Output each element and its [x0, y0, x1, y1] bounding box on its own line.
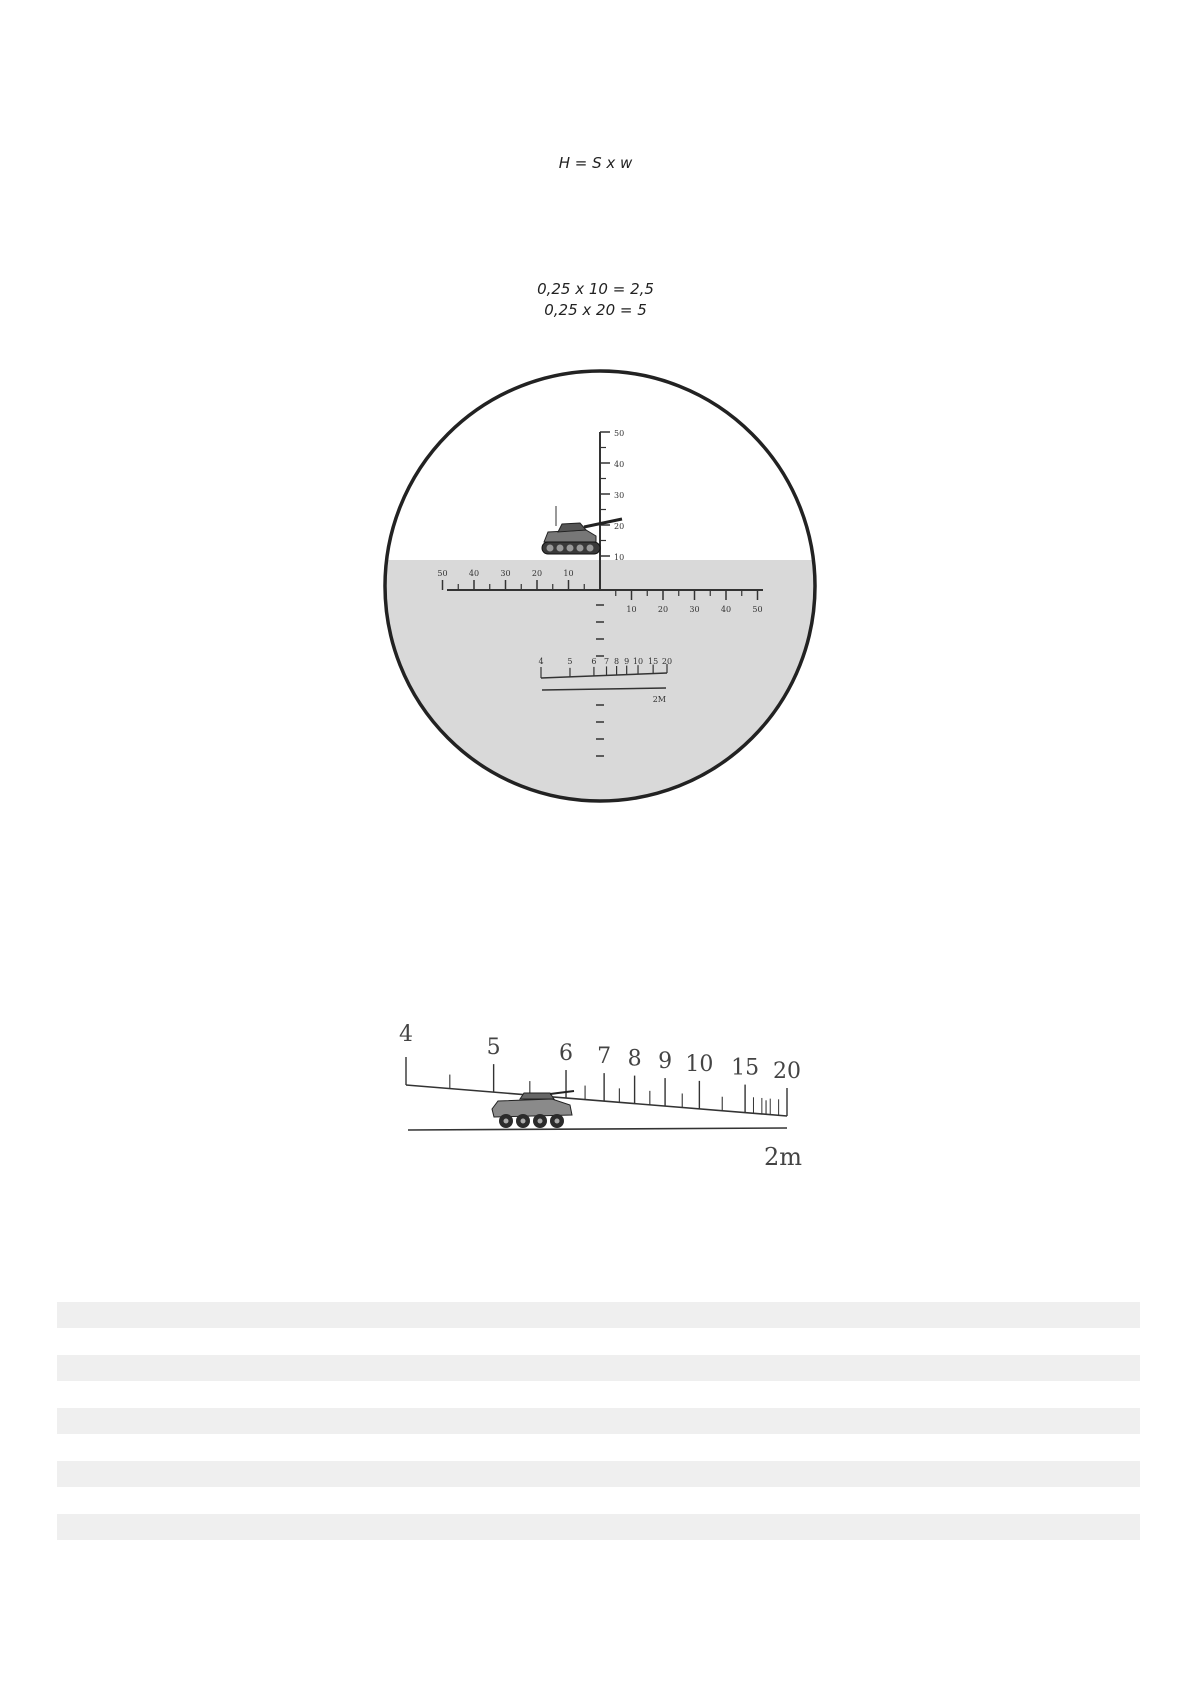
horizontal-right-tick-label: 10 [626, 605, 637, 614]
formula-example-2: 0,25 x 20 = 5 [544, 301, 647, 319]
horizontal-left-tick-label: 10 [563, 569, 574, 578]
horizontal-right-tick-label: 50 [752, 605, 763, 614]
scale-tick-label: 9 [658, 1049, 673, 1075]
writing-line[interactable] [57, 1302, 1140, 1328]
scale-tick-label: 8 [627, 1046, 642, 1072]
range-tick-label: 4 [538, 657, 544, 666]
horizontal-left-tick-label: 30 [500, 569, 511, 578]
horizontal-left-tick-label: 50 [437, 569, 448, 578]
scale-tick-label: 6 [559, 1041, 574, 1067]
range-tick-label: 5 [567, 657, 573, 666]
range-tick-label: 15 [648, 657, 659, 666]
range-tick-label: 7 [603, 657, 610, 666]
writing-line[interactable] [57, 1461, 1140, 1487]
range-tick-label: 6 [591, 657, 597, 666]
formula-main: H = S x w [558, 154, 633, 172]
range-scale-figure [0, 1005, 1191, 1195]
scale-tick-label: 5 [486, 1035, 501, 1061]
vertical-tick-label: 40 [614, 460, 625, 469]
range-scale-unit: 2m [763, 1143, 802, 1171]
formula-example-1: 0,25 x 10 = 2,5 [537, 280, 654, 298]
horizontal-right-tick-label: 30 [689, 605, 700, 614]
scale-tick-label: 15 [731, 1055, 760, 1081]
range-scale-line [406, 1085, 787, 1116]
range-scale-baseline [408, 1128, 787, 1130]
vertical-tick-label: 50 [614, 429, 625, 438]
range-tick-label: 20 [661, 657, 673, 666]
reticle-range-scale-unit: 2M [652, 695, 666, 704]
horizontal-left-tick-label: 40 [468, 569, 480, 578]
scale-tick-label: 20 [773, 1059, 801, 1084]
range-tick-label: 9 [624, 657, 630, 666]
horizontal-left-tick-label: 20 [531, 569, 543, 578]
writing-line[interactable] [57, 1408, 1140, 1434]
range-scale-ticks [399, 1022, 801, 1116]
scale-tick-label: 7 [597, 1044, 612, 1070]
tank-icon [542, 506, 625, 554]
horizontal-right-tick-label: 40 [720, 605, 732, 614]
vertical-tick-label: 30 [614, 491, 625, 500]
horizontal-right-tick-label: 20 [657, 605, 669, 614]
vertical-tick-label: 10 [614, 553, 625, 562]
range-tick-label: 8 [614, 657, 620, 666]
scale-tick-label: 4 [399, 1022, 413, 1047]
writing-line[interactable] [57, 1355, 1140, 1381]
reticle-ground [380, 560, 820, 820]
range-tick-label: 10 [632, 657, 644, 666]
scale-tick-label: 10 [685, 1051, 714, 1077]
armored-vehicle-icon [492, 1091, 574, 1128]
reticle-figure [0, 360, 1191, 810]
writing-line[interactable] [57, 1514, 1140, 1540]
reticle-vertical-ticks [600, 429, 624, 562]
vertical-tick-label: 20 [614, 522, 625, 531]
